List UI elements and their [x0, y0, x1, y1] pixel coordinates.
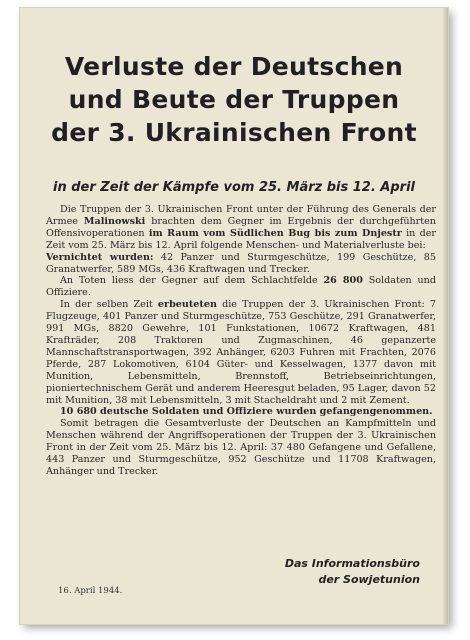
paragraph-1-text-a: Die Truppen der 3. Ukrainischen Front unter der Führung des Generals der Armee: [46, 204, 436, 227]
leaflet-sheet: [20, 8, 448, 624]
captured-text-a: In der selben Zeit: [60, 299, 158, 311]
leaflet-title: [20, 50, 448, 149]
issue-date: 16. April 1944.: [58, 586, 123, 596]
signature-line-2: der Sowjetunion: [318, 573, 420, 586]
operation-area: im Raum vom Südlichen Bug bis zum Dnjestr: [148, 227, 402, 239]
paragraph-destroyed: [46, 252, 436, 276]
paragraph-prisoners: [46, 406, 436, 418]
dead-text-b: Soldaten und Offiziere.: [46, 275, 436, 299]
paragraph-captured: [46, 299, 436, 406]
paragraph-1-text-b: brachten dem Gegner im Ergebnis der durchgeführten Offensivoperationen: [46, 215, 436, 239]
paragraph-1: [46, 204, 436, 252]
paragraph-totals: Somit betragen die Gesamtverluste der Deutschen an Kampfmitteln und Menschen während der Angriffsoperationen der Truppen der 3. Ukrainischen Front in der Zeit vom 25. März bis 12. April: 37 480 Gefangene und Gefallene, 443 Panzer und Sturmgeschütze, 952 Geschütze und 11708 Kraftwagen, Anhänger und Trecker.: [46, 418, 436, 477]
signature-line-1: Das Informationsbüro: [284, 557, 420, 570]
leaflet-subtitle: in der Zeit der Kämpfe vom 25. März bis 12. April: [52, 180, 415, 195]
prisoners-text: 10 680 deutsche Soldaten und Offiziere wurden gefangengenommen.: [60, 406, 433, 418]
paragraph-1-text-c: in der Zeit vom 25. März bis 12. April folgende Menschen- und Materialverluste bei:: [46, 227, 436, 251]
commander-name: Malinowski: [83, 215, 146, 227]
destroyed-text: 42 Panzer und Sturmgeschütze, 199 Geschütze, 85 Granatwerfer, 589 MGs, 436 Kraftwagen und Trecker.: [46, 251, 436, 275]
dead-count: 26 800: [323, 275, 363, 287]
title-line-3: der 3. Ukrainischen Front: [51, 118, 417, 147]
signature: [285, 556, 420, 588]
destroyed-label: Vernichtet wurden:: [46, 251, 154, 263]
title-line-2: und Beute der Truppen: [68, 85, 400, 114]
leaflet-body: [46, 204, 436, 478]
title-line-1: Verluste der Deutschen: [64, 52, 404, 81]
captured-verb: erbeuteten: [157, 299, 217, 311]
dead-text-a: An Toten liess der Gegner auf dem Schlachtfelde: [60, 275, 324, 287]
paragraph-dead: [46, 275, 436, 299]
captured-text-b: die Truppen der 3. Ukrainischen Front: 7 Flugzeuge, 401 Panzer und Sturmgeschütze, 753 Geschütze, 291 Granatwerfer, 991 MGs, 8820 Gewehre, 101 Funkstationen, 10672 Kraftwagen, 481 Krafträder, 208 Traktoren und Zugmaschinen, 46 gepanzerte Mannschaftstransportwagen, 392 Anhänger, 6203 Fuhren mit Frachten, 2076 Pferde, 287 Lokomotiven, 6104 Güter- und Kesselwagen, 1377 davon mit Munition, Lebensmitteln, Brennstoff, Betriebseinrichtungen, pioniertechnischem Gerät und anderem Heeresgut beladen, 95 Lager, davon 52 mit Munition, 38 mit Lebensmitteln, 3 mit Stacheldraht und 2 mit Zement.: [46, 299, 436, 406]
